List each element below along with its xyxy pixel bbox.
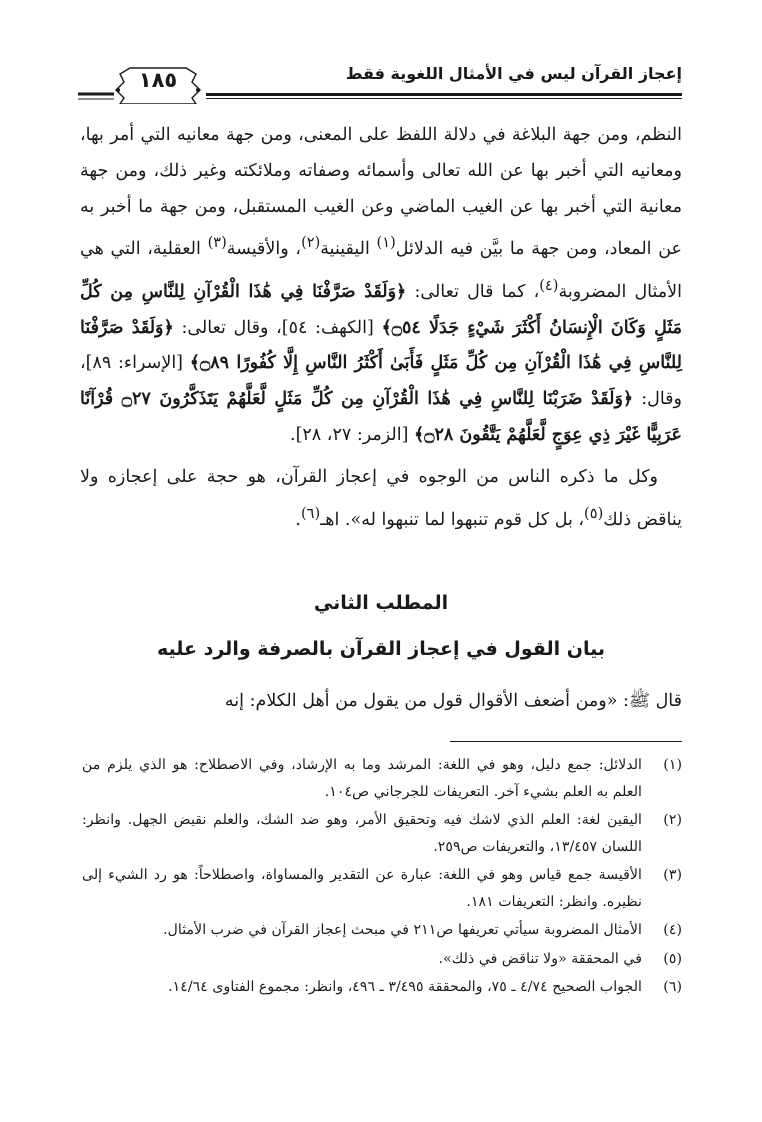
footnote-text: الجواب الصحيح ٤/٧٤ ـ ٧٥، والمحققة ٣/٤٩٥ ـ ٤٩٦، وانظر: مجموع الفتاوى ١٤/٦٤. bbox=[168, 979, 642, 995]
footnote-text: اليقين لغة: العلم الذي لاشك فيه وتحقيق الأمر، وهو ضد الشك، والعلم نقيض الجهل. وانظر: اللسان ١٣/٤٥٧، والتعريفات ص٢٥٩. bbox=[82, 812, 642, 855]
footnote bbox=[82, 807, 682, 860]
footnote-ref-2[interactable]: (٢) bbox=[301, 234, 321, 252]
footnote-number: (٦) bbox=[663, 979, 682, 995]
footnote-text: الأقيسة جمع قياس وهو في اللغة: عبارة عن التقدير والمساواة، واصطلاحاً: هو رد الشيء إلى نظيره. وانظر: التعريفات ١٨١. bbox=[82, 867, 642, 910]
footnote-text: الأمثال المضروبة سيأتي تعريفها ص٢١١ في مبحث إعجاز القرآن في ضرب الأمثال. bbox=[163, 922, 642, 938]
footnote bbox=[82, 862, 682, 915]
footnote-text: في المحققة «ولا تناقض في ذلك». bbox=[438, 950, 642, 967]
footnote-ref-5[interactable]: (٥) bbox=[584, 504, 604, 522]
running-header-title: إعجاز القرآن ليس في الأمثال اللغوية فقط bbox=[345, 64, 682, 83]
quran-verse: ﴿وَلَقَدْ صَرَّفْنَا لِلنَّاسِ فِي هَٰذَا الْقُرْآنِ مِن كُلِّ مَثَلٍ فَأَبَىٰ أَكْثَرُ النَّاسِ إِلَّا كُفُورًا ۝٨٩﴾ bbox=[80, 317, 682, 374]
header-rule-thin bbox=[206, 98, 682, 99]
footnote-ref-1[interactable]: (١) bbox=[376, 234, 396, 252]
verse-reference: [الكهف: ٥٤]، وقال تعالى: bbox=[181, 317, 374, 338]
section-title: بيان القول في إعجاز القرآن بالصرفة والرد عليه bbox=[156, 638, 605, 660]
footnote-number: (٣) bbox=[663, 867, 682, 883]
paragraph-3: قال ﷺ: «ومن أضعف الأقوال قول من يقول من أهل الكلام: إنه bbox=[224, 691, 682, 711]
main-text bbox=[80, 118, 682, 538]
footnote-separator bbox=[450, 741, 682, 742]
quran-verse: ﴿وَلَقَدْ صَرَّفْنَا فِي هَٰذَا الْقُرْآنِ لِلنَّاسِ مِن كُلِّ مَثَلٍ وَكَانَ الْإِنسَانُ أَكْثَرَ شَيْءٍ جَدَلًا ۝٥٤﴾ bbox=[80, 281, 682, 338]
section-label: المطلب الثاني bbox=[313, 592, 449, 614]
footnote-number: (٢) bbox=[663, 812, 682, 828]
footnote bbox=[82, 974, 682, 1001]
footnote-ref-3[interactable]: (٣) bbox=[207, 234, 227, 252]
footnote-number: (٤) bbox=[663, 922, 682, 938]
footnote bbox=[82, 917, 682, 944]
paragraph-1: النظم، ومن جهة البلاغة في دلالة اللفظ على المعنى، ومن جهة معانيه التي أمر بها، ومعانيه التي أخبر بها عن الله تعالى وأسمائه وصفاته وملائكته وغير ذلك، ومن جهة معانية التي أخبر بها عن الغيب الماضي وعن الغيب المستقبل، ومن جهة ما أخبر به عن المعاد، ومن جهة ما بيَّن فيه الدلائل$^{(١)}$ اليقينية$^{(٢)}$، والأقيسة$^{(٣)}$ العقلية، التي هي الأمثال المضروبة$^{(٤)}$، كما قال تعالى: ﴿وَلَقَدْ صَرَّفْنَا فِي هَٰذَا الْقُرْآنِ لِلنَّاسِ مِن كُلِّ مَثَلٍ وَكَانَ الْإِنسَانُ أَكْثَرَ شَيْءٍ جَدَلًا ۝٥٤﴾ [الكهف: ٥٤]، وقال تعالى: ﴿وَلَقَدْ صَرَّفْنَا لِلنَّاسِ فِي هَٰذَا الْقُرْآنِ مِن كُلِّ مَثَلٍ فَأَبَىٰ أَكْثَرُ النَّاسِ إِلَّا كُفُورًا ۝٨٩﴾ [الإسراء: ٨٩]، وقال: ﴿وَلَقَدْ ضَرَبْنَا لِلنَّاسِ فِي هَٰذَا الْقُرْآنِ مِن كُلِّ مَثَلٍ لَّعَلَّهُمْ يَتَذَكَّرُونَ ۝٢٧ قُرْآنًا عَرَبِيًّا غَيْرَ ذِي عِوَجٍ لَّعَلَّهُمْ يَتَّقُونَ ۝٢٨﴾ [الزمر: ٢٧، ٢٨]. bbox=[80, 125, 682, 446]
quran-verse: ﴿وَلَقَدْ ضَرَبْنَا لِلنَّاسِ فِي هَٰذَا الْقُرْآنِ مِن كُلِّ مَثَلٍ لَّعَلَّهُمْ يَتَذَكَّرُونَ ۝٢٧ قُرْآنًا عَرَبِيًّا غَيْرَ ذِي عِوَجٍ لَّعَلَّهُمْ يَتَّقُونَ ۝٢٨﴾ bbox=[80, 389, 682, 446]
footnote-number: (١) bbox=[663, 757, 682, 773]
footnote bbox=[82, 752, 682, 805]
paragraph-2: وكل ما ذكره الناس من الوجوه في إعجاز القرآن، هو حجة على إعجازه ولا يناقض ذلك$^{(٥)}$، بل كل قوم تنبهوا لما تنبهوا له». اهـ$^{(٦)}$. bbox=[80, 466, 682, 530]
page-number: ١٨٥ bbox=[138, 68, 178, 92]
running-header bbox=[78, 60, 682, 108]
footnote-ref-4[interactable]: (٤) bbox=[539, 277, 559, 295]
footnote-number: (٥) bbox=[663, 950, 682, 967]
footnotes bbox=[82, 752, 682, 1003]
header-rule bbox=[206, 93, 682, 96]
footnote bbox=[82, 946, 682, 973]
verse-reference: [الإسراء: ٨٩]، وقال: bbox=[80, 353, 682, 410]
verse-reference: [الزمر: ٢٧، ٢٨]. bbox=[290, 425, 409, 446]
footnote-text: الدلائل: جمع دليل، وهو في اللغة: المرشد وما به الإرشاد، وفي الاصطلاح: هو الذي يلزم من العلم به العلم بشيء آخر. التعريفات للجرجاني ص١٠٤. bbox=[82, 757, 642, 800]
footnote-ref-6[interactable]: (٦) bbox=[300, 504, 321, 522]
